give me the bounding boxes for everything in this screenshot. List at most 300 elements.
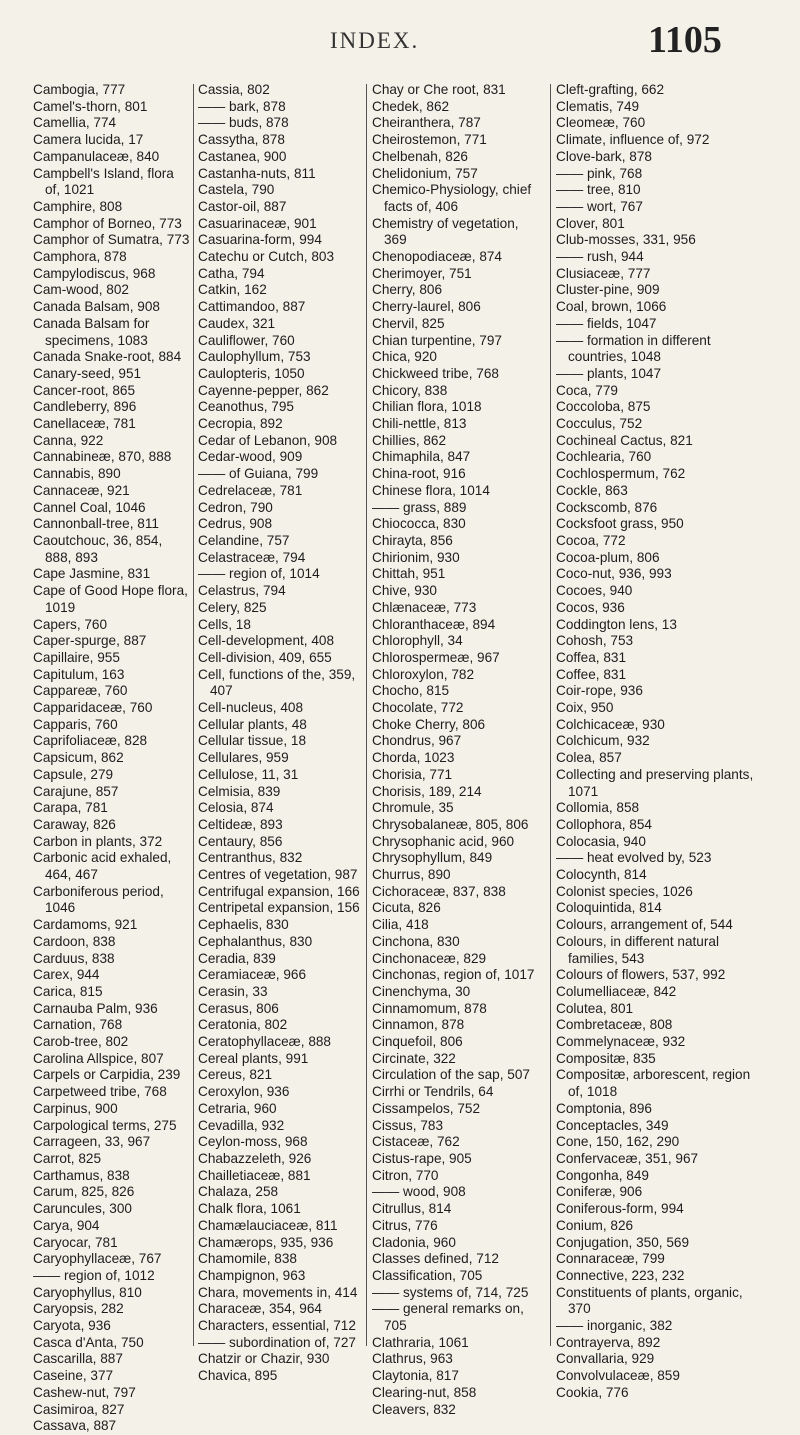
index-entry: Carob-tree, 802 [33,1034,129,1050]
index-entry: Colchicum, 932 [556,733,650,749]
index-entry: Cassava, 887 [33,1418,117,1434]
index-entry: Canada Snake-root, 884 [33,349,182,365]
index-entry: Coix, 950 [556,700,614,716]
index-entry: Capparis, 760 [33,716,118,732]
index-entry: Chailletiaceæ, 881 [198,1167,311,1183]
index-entry: Conceptacles, 349 [556,1117,669,1133]
index-entry: Catha, 794 [198,265,265,281]
index-entry: Clematis, 749 [556,98,640,114]
index-entry: Carpinus, 900 [33,1100,118,1116]
index-entry: Colours, arrangement of, 544 [556,917,733,933]
index-entry: Cinnamomum, 878 [372,1000,487,1016]
index-entry: Centripetal expansion, 156 [198,900,360,916]
index-entry: Chamærops, 935, 936 [198,1234,334,1250]
index-entry: Collophora, 854 [556,816,652,832]
index-entry: Carapa, 781 [33,800,108,816]
index-entry: Chara, movements in, 414 [198,1284,358,1300]
index-entry: Ceratonia, 802 [198,1017,288,1033]
running-head [0,19,800,84]
index-entry: Cevadilla, 932 [198,1117,285,1133]
index-entry: Cocksfoot grass, 950 [556,516,684,532]
index-entry: Chica, 920 [372,349,437,365]
index-entry: Cleomeæ, 760 [556,115,646,131]
index-entry: Chelidonium, 757 [372,165,478,181]
index-entry: Capsicum, 862 [33,750,124,766]
index-entry: Castela, 790 [198,182,275,198]
index-entry: Coffea, 831 [556,649,627,665]
index-entry: Cell-nucleus, 408 [198,700,304,716]
index-entry: Canary-seed, 951 [33,365,142,381]
index-entry: Carduus, 838 [33,950,115,966]
index-entry: —— wood, 908 [372,1184,466,1200]
index-entry: Caryota, 936 [33,1318,111,1334]
index-entry: Cheirostemon, 771 [372,132,487,148]
index-entry: Convallaria, 929 [556,1351,655,1367]
index-entry: Citron, 770 [372,1167,439,1183]
index-entry: Chalaza, 258 [198,1184,279,1200]
index-entry: Campanulaceæ, 840 [33,148,160,164]
index-entry: Circulation of the sap, 507 [372,1067,530,1083]
index-entry: Climate, influence of, 972 [556,132,710,148]
index-entry: Canna, 922 [33,432,104,448]
index-entry: Cirrhi or Tendrils, 64 [372,1084,494,1100]
index-entry: Chirionim, 930 [372,549,460,565]
index-entry: Cookia, 776 [556,1384,629,1400]
index-entry: Colonist species, 1026 [556,883,693,899]
index-entry: Catkin, 162 [198,282,267,298]
index-entry: Cinchona, 830 [372,933,460,949]
index-entry: Cedron, 790 [198,499,273,515]
index-entry: Chimaphila, 847 [372,449,471,465]
index-entry: Camphor of Sumatra, 773 [33,232,190,248]
index-entry: Conjugation, 350, 569 [556,1234,690,1250]
index-entry: Confervaceæ, 351, 967 [556,1151,699,1166]
index-entry: Camphor of Borneo, 773 [33,215,182,231]
index-entry: Cistus-rape, 905 [372,1151,472,1166]
index-entry: Cedrelaceæ, 781 [198,482,303,498]
index-entry: Chicory, 838 [372,382,448,398]
index-entry: Ceramiaceæ, 966 [198,967,307,983]
index-entry: Colocasia, 940 [556,833,646,849]
index-entry: Capillaire, 955 [33,649,120,665]
index-entry: Cocoa-plum, 806 [556,549,660,565]
index-entry: Coffee, 831 [556,666,627,682]
index-entry: Chili-nettle, 813 [372,416,467,432]
index-entry: Carrageen, 33, 967 [33,1134,151,1150]
index-entry: Campbell's Island, flora of, 1021 [33,165,174,198]
index-entry: Chay or Che root, 831 [372,82,506,97]
index-entry: Chocho, 815 [372,683,450,699]
index-entry: Cassytha, 878 [198,132,285,148]
index-entry: Chillies, 862 [372,432,447,448]
index-entry: Cedar-wood, 909 [198,449,303,465]
index-entry: Camphora, 878 [33,249,127,265]
index-entry: Cedar of Lebanon, 908 [198,432,338,448]
index-entry: Chamomile, 838 [198,1251,297,1267]
index-entry: Caulophyllum, 753 [198,349,311,365]
index-entry: Cochineal Cactus, 821 [556,432,693,448]
index-entry: Cinquefoil, 806 [372,1034,463,1050]
index-entry: Cell-division, 409, 655 [198,649,332,665]
index-entry: Chloroxylon, 782 [372,666,475,682]
index-entry: Cannabis, 890 [33,466,121,482]
index-entry: Cannel Coal, 1046 [33,499,146,515]
index-entry: Colutea, 801 [556,1000,634,1016]
index-entry: Classes defined, 712 [372,1251,499,1267]
index-entry: Champignon, 963 [198,1267,306,1283]
page-number: 1105 [648,19,722,61]
index-entry: —— inorganic, 382 [556,1318,673,1334]
index-entry: Coal, brown, 1066 [556,299,667,315]
index-entry: Colea, 857 [556,750,622,766]
index-column-4 [556,82,761,1402]
index-entry: Chorisis, 189, 214 [372,783,482,799]
index-entry: Caper-spurge, 887 [33,633,147,649]
index-entry: Carboniferous period, 1046 [33,883,164,916]
index-entry: Cicuta, 826 [372,900,441,916]
index-entry: Cellular tissue, 18 [198,733,307,749]
index-entry: Cockle, 863 [556,482,628,498]
index-entry: —— buds, 878 [198,115,289,131]
index-entry: Cochlearia, 760 [556,449,652,465]
index-entry: Caoutchouc, 36, 854, 888, 893 [33,532,163,565]
index-entry: Connaraceæ, 799 [556,1251,665,1267]
index-entry: Chedek, 862 [372,98,450,114]
index-entry: —— formation in different countries, 1048 [556,332,711,365]
index-entry: Coco-nut, 936, 993 [556,566,672,582]
index-entry: —— region of, 1012 [33,1267,155,1283]
index-entry: Commelynaceæ, 932 [556,1034,686,1050]
index-entry: Canada Balsam for specimens, 1083 [33,315,150,348]
index-entry: Coniferous-form, 994 [556,1201,684,1217]
index-entry: Chittah, 951 [372,566,446,582]
index-entry: Chrysophanic acid, 960 [372,833,515,849]
index-entry: Cocculus, 752 [556,416,643,432]
index-entry: Chenopodiaceæ, 874 [372,249,502,265]
index-entry: Chive, 930 [372,583,437,599]
index-entry: Convolvulaceæ, 859 [556,1368,680,1384]
index-entry: Chromule, 35 [372,800,454,816]
index-entry: Cherimoyer, 751 [372,265,472,281]
index-entry: Centranthus, 832 [198,850,303,866]
index-entry: Carbonic acid exhaled, 464, 467 [33,850,172,883]
index-entry: —— grass, 889 [372,499,467,515]
index-entry: Cayenne-pepper, 862 [198,382,329,398]
index-entry: Carum, 825, 826 [33,1184,135,1200]
index-entry: Capsule, 279 [33,766,114,782]
index-entry: Cannonball-tree, 811 [33,516,159,532]
index-entry: Chlorophyll, 34 [372,633,463,649]
index-entry: Cellular plants, 48 [198,716,307,732]
index-entry: Casca d'Anta, 750 [33,1334,144,1350]
index-entry: Cardamoms, 921 [33,917,138,933]
index-title: INDEX. [330,28,420,53]
index-entry: Cell-development, 408 [198,633,335,649]
index-entry: Congonha, 849 [556,1167,649,1183]
index-entry: Cinnamon, 878 [372,1017,465,1033]
index-entry: Cellulose, 11, 31 [198,766,299,782]
index-entry: Chalk flora, 1061 [198,1201,301,1217]
index-entry: —— rush, 944 [556,249,644,265]
index-entry: Cedrus, 908 [198,516,273,532]
index-entry: Centaury, 856 [198,833,283,849]
index-entry: Cinenchyma, 30 [372,983,471,999]
index-entry: Camphire, 808 [33,198,123,214]
index-entry: Cattimandoo, 887 [198,299,306,315]
index-entry: Centrifugal expansion, 166 [198,883,360,899]
index-entry: Celosia, 874 [198,800,274,816]
index-entry: Caruncules, 300 [33,1201,132,1217]
index-entry: Conium, 826 [556,1217,634,1233]
index-entry: Caseine, 377 [33,1368,114,1384]
index-entry: Ceanothus, 795 [198,399,294,415]
index-entry: Casuarinaceæ, 901 [198,215,317,231]
index-columns [0,82,800,1434]
index-entry: Chavica, 895 [198,1368,278,1384]
index-entry: Chickweed tribe, 768 [372,365,499,381]
index-entry: Chrysophyllum, 849 [372,850,493,866]
index-entry: Columelliaceæ, 842 [556,983,677,999]
index-entry: Chiococca, 830 [372,516,466,532]
index-entry: Catechu or Cutch, 803 [198,249,335,265]
index-entry: Clove-bark, 878 [556,148,652,164]
index-entry: Campylodiscus, 968 [33,265,156,281]
index-entry: Ceroxylon, 936 [198,1084,290,1100]
index-entry: Contrayerva, 892 [556,1334,661,1350]
index-entry: Chelbenah, 826 [372,148,468,164]
index-entry: Cissampelos, 752 [372,1100,481,1116]
index-entry: Ceratophyllaceæ, 888 [198,1034,331,1050]
index-entry: Castanha-nuts, 811 [198,165,316,181]
index-entry: Chorda, 1023 [372,750,455,766]
index-entry: Cambogia, 777 [33,82,126,97]
index-entry: —— bark, 878 [198,98,286,114]
index-entry: Colours, in different natural families, 543 [556,933,719,966]
index-entry: Chabazzeleth, 926 [198,1151,312,1166]
index-entry: Clover, 801 [556,215,625,231]
index-entry: Capparidaceæ, 760 [33,700,153,716]
index-entry: Carpels or Carpidia, 239 [33,1067,181,1083]
index-entry: Caulopteris, 1050 [198,365,305,381]
index-entry: Clearing-nut, 858 [372,1384,477,1400]
index-entry: Cancer-root, 865 [33,382,136,398]
index-entry: Cleavers, 832 [372,1401,456,1417]
index-entry: Churrus, 890 [372,867,451,883]
index-entry: Cam-wood, 802 [33,282,129,298]
index-entry: Cherry-laurel, 806 [372,299,481,315]
index-entry: Carolina Allspice, 807 [33,1050,164,1066]
index-entry: Choke Cherry, 806 [372,716,486,732]
index-entry: Cladonia, 960 [372,1234,456,1250]
index-entry: Candleberry, 896 [33,399,137,415]
index-entry: Cinchonas, region of, 1017 [372,967,535,983]
index-entry: Cissus, 783 [372,1117,444,1133]
index-entry: Cannaceæ, 921 [33,482,130,498]
index-entry: Camel's-thorn, 801 [33,98,148,114]
index-entry: Cereal plants, 991 [198,1050,309,1066]
index-entry: Ceylon-moss, 968 [198,1134,308,1150]
index-entry: —— systems of, 714, 725 [372,1284,529,1300]
index-entry: Caryophyllus, 810 [33,1284,142,1300]
index-entry: —— heat evolved by, 523 [556,850,712,866]
index-entry: Cerasus, 806 [198,1000,279,1016]
index-entry: Classification, 705 [372,1267,483,1283]
index-entry: Colchicaceæ, 930 [556,716,665,732]
index-entry: Capitulum, 163 [33,666,125,682]
index-entry: Cell, functions of the, 359, 407 [198,666,356,699]
index-entry: Castor-oil, 887 [198,198,287,214]
index-entry: Chondrus, 967 [372,733,462,749]
index-entry: —— fields, 1047 [556,315,657,331]
index-entry: Cauliflower, 760 [198,332,295,348]
index-entry: Caprifoliaceæ, 828 [33,733,148,749]
index-entry: Comptonia, 896 [556,1100,652,1116]
index-entry: —— pink, 768 [556,165,643,181]
index-entry: Cascarilla, 887 [33,1351,123,1367]
index-entry: Cells, 18 [198,616,251,632]
index-entry: Chinese flora, 1014 [372,482,490,498]
index-entry: Celery, 825 [198,599,267,615]
index-entry: Cochlospermum, 762 [556,466,686,482]
index-entry: Cheiranthera, 787 [372,115,481,131]
index-entry: Carthamus, 838 [33,1167,130,1183]
index-entry: Cluster-pine, 909 [556,282,660,298]
index-entry: Cardoon, 838 [33,933,116,949]
index-entry: Constituents of plants, organic, 370 [556,1284,743,1317]
index-entry: Celastraceæ, 794 [198,549,306,565]
index-entry: Chatzir or Chazir, 930 [198,1351,330,1367]
index-entry: —— general remarks on, 705 [372,1301,524,1334]
index-entry: Caryophyllaceæ, 767 [33,1251,162,1267]
index-entry: Carex, 944 [33,967,100,983]
index-entry: Carya, 904 [33,1217,100,1233]
index-entry: Ceradia, 839 [198,950,276,966]
index-entry: Carnation, 768 [33,1017,123,1033]
index-entry: Chloranthaceæ, 894 [372,616,496,632]
index-entry: Caryocar, 781 [33,1234,118,1250]
index-entry: Compositæ, 835 [556,1050,656,1066]
index-entry: —— region of, 1014 [198,566,320,582]
index-entry: Celmisia, 839 [198,783,281,799]
index-entry: Camellia, 774 [33,115,117,131]
index-entry: Cleft-grafting, 662 [556,82,665,97]
index-entry: Carbon in plants, 372 [33,833,163,849]
index-entry: —— wort, 767 [556,198,643,214]
index-entry: Casimiroa, 827 [33,1401,125,1417]
index-entry: Coniferæ, 906 [556,1184,643,1200]
index-entry: Collomia, 858 [556,800,640,816]
index-entry: Cistaceæ, 762 [372,1134,460,1150]
index-entry: Chilian flora, 1018 [372,399,482,415]
index-entry: Clathraria, 1061 [372,1334,469,1350]
index-entry: Combretaceæ, 808 [556,1017,673,1033]
index-entry: Coloquintida, 814 [556,900,662,916]
index-entry: Castanea, 900 [198,148,287,164]
index-entry: Cellulares, 959 [198,750,289,766]
index-entry: Cherry, 806 [372,282,443,298]
index-entry: Cockscomb, 876 [556,499,658,515]
index-entry: Club-mosses, 331, 956 [556,232,696,248]
index-entry: Carnauba Palm, 936 [33,1000,158,1016]
index-entry: Cinchonaceæ, 829 [372,950,487,966]
index-entry: Carpological terms, 275 [33,1117,177,1133]
index-entry: Clusiaceæ, 777 [556,265,651,281]
index-entry: —— tree, 810 [556,182,641,198]
index-entry: Cereus, 821 [198,1067,273,1083]
index-entry: Cassia, 802 [198,82,270,97]
index-entry: Chian turpentine, 797 [372,332,502,348]
index-entry: Carrot, 825 [33,1151,102,1166]
index-entry: Cephaelis, 830 [198,917,289,933]
index-entry: Colocynth, 814 [556,867,647,883]
index-entry: Compositæ, arborescent, region of, 1018 [556,1067,751,1100]
index-entry: Chorisia, 771 [372,766,453,782]
index-entry: Carica, 815 [33,983,103,999]
index-entry: Chlorospermeæ, 967 [372,649,500,665]
index-entry: Cocoa, 772 [556,532,626,548]
index-entry: Cichoraceæ, 837, 838 [372,883,506,899]
index-entry: —— plants, 1047 [556,365,662,381]
index-column-2 [198,82,368,1385]
index-entry: Chemistry of vegetation, 369 [372,215,519,248]
index-entry: Colours of flowers, 537, 992 [556,967,726,983]
index-entry: Cocoes, 940 [556,583,633,599]
index-entry: Casuarina-form, 994 [198,232,322,248]
index-entry: Clathrus, 963 [372,1351,453,1367]
index-entry: Celandine, 757 [198,532,290,548]
index-entry: Cannabineæ, 870, 888 [33,449,172,465]
index-entry: Citrus, 776 [372,1217,438,1233]
index-entry: Chemico-Physiology, chief facts of, 406 [372,182,532,214]
index-entry: Capers, 760 [33,616,108,632]
index-column-1 [33,82,190,1435]
index-entry: Cetraria, 960 [198,1100,277,1116]
index-entry: Characters, essential, 712 [198,1318,356,1334]
index-entry: Chervil, 825 [372,315,445,331]
index-entry: Carajune, 857 [33,783,119,799]
index-entry: Chamælauciaceæ, 811 [198,1217,338,1233]
index-entry: Claytonia, 817 [372,1368,459,1384]
index-entry: Citrullus, 814 [372,1201,452,1217]
index-entry: Collecting and preserving plants, 1071 [556,766,754,799]
index-entry: Centres of vegetation, 987 [198,867,358,883]
index-entry: Camera lucida, 17 [33,132,144,148]
index-entry: Chlænaceæ, 773 [372,599,477,615]
index-entry: Cephalanthus, 830 [198,933,313,949]
index-entry: Carpetweed tribe, 768 [33,1084,167,1100]
index-entry: Caudex, 321 [198,315,276,331]
index-entry: Cecropia, 892 [198,416,283,432]
index-entry: Celtideæ, 893 [198,816,283,832]
index-entry: Coddington lens, 13 [556,616,677,632]
index-entry: Chocolate, 772 [372,700,464,716]
index-entry: Celastrus, 794 [198,583,286,599]
index-entry: Cappareæ, 760 [33,683,128,699]
index-entry: Coca, 779 [556,382,618,398]
index-entry: Canada Balsam, 908 [33,299,160,315]
index-entry: Cohosh, 753 [556,633,634,649]
index-entry: Cerasin, 33 [198,983,268,999]
index-entry: Chrysobalaneæ, 805, 806 [372,816,529,832]
index-entry: —— subordination of, 727 [198,1334,356,1350]
index-entry: Chirayta, 856 [372,532,453,548]
index-entry: —— of Guiana, 799 [198,466,319,482]
index-entry: Connective, 223, 232 [556,1267,685,1283]
index-entry: Canellaceæ, 781 [33,416,136,432]
index-entry: Characeæ, 354, 964 [198,1301,322,1317]
index-entry: Caryopsis, 282 [33,1301,124,1317]
index-column-3 [372,82,544,1418]
